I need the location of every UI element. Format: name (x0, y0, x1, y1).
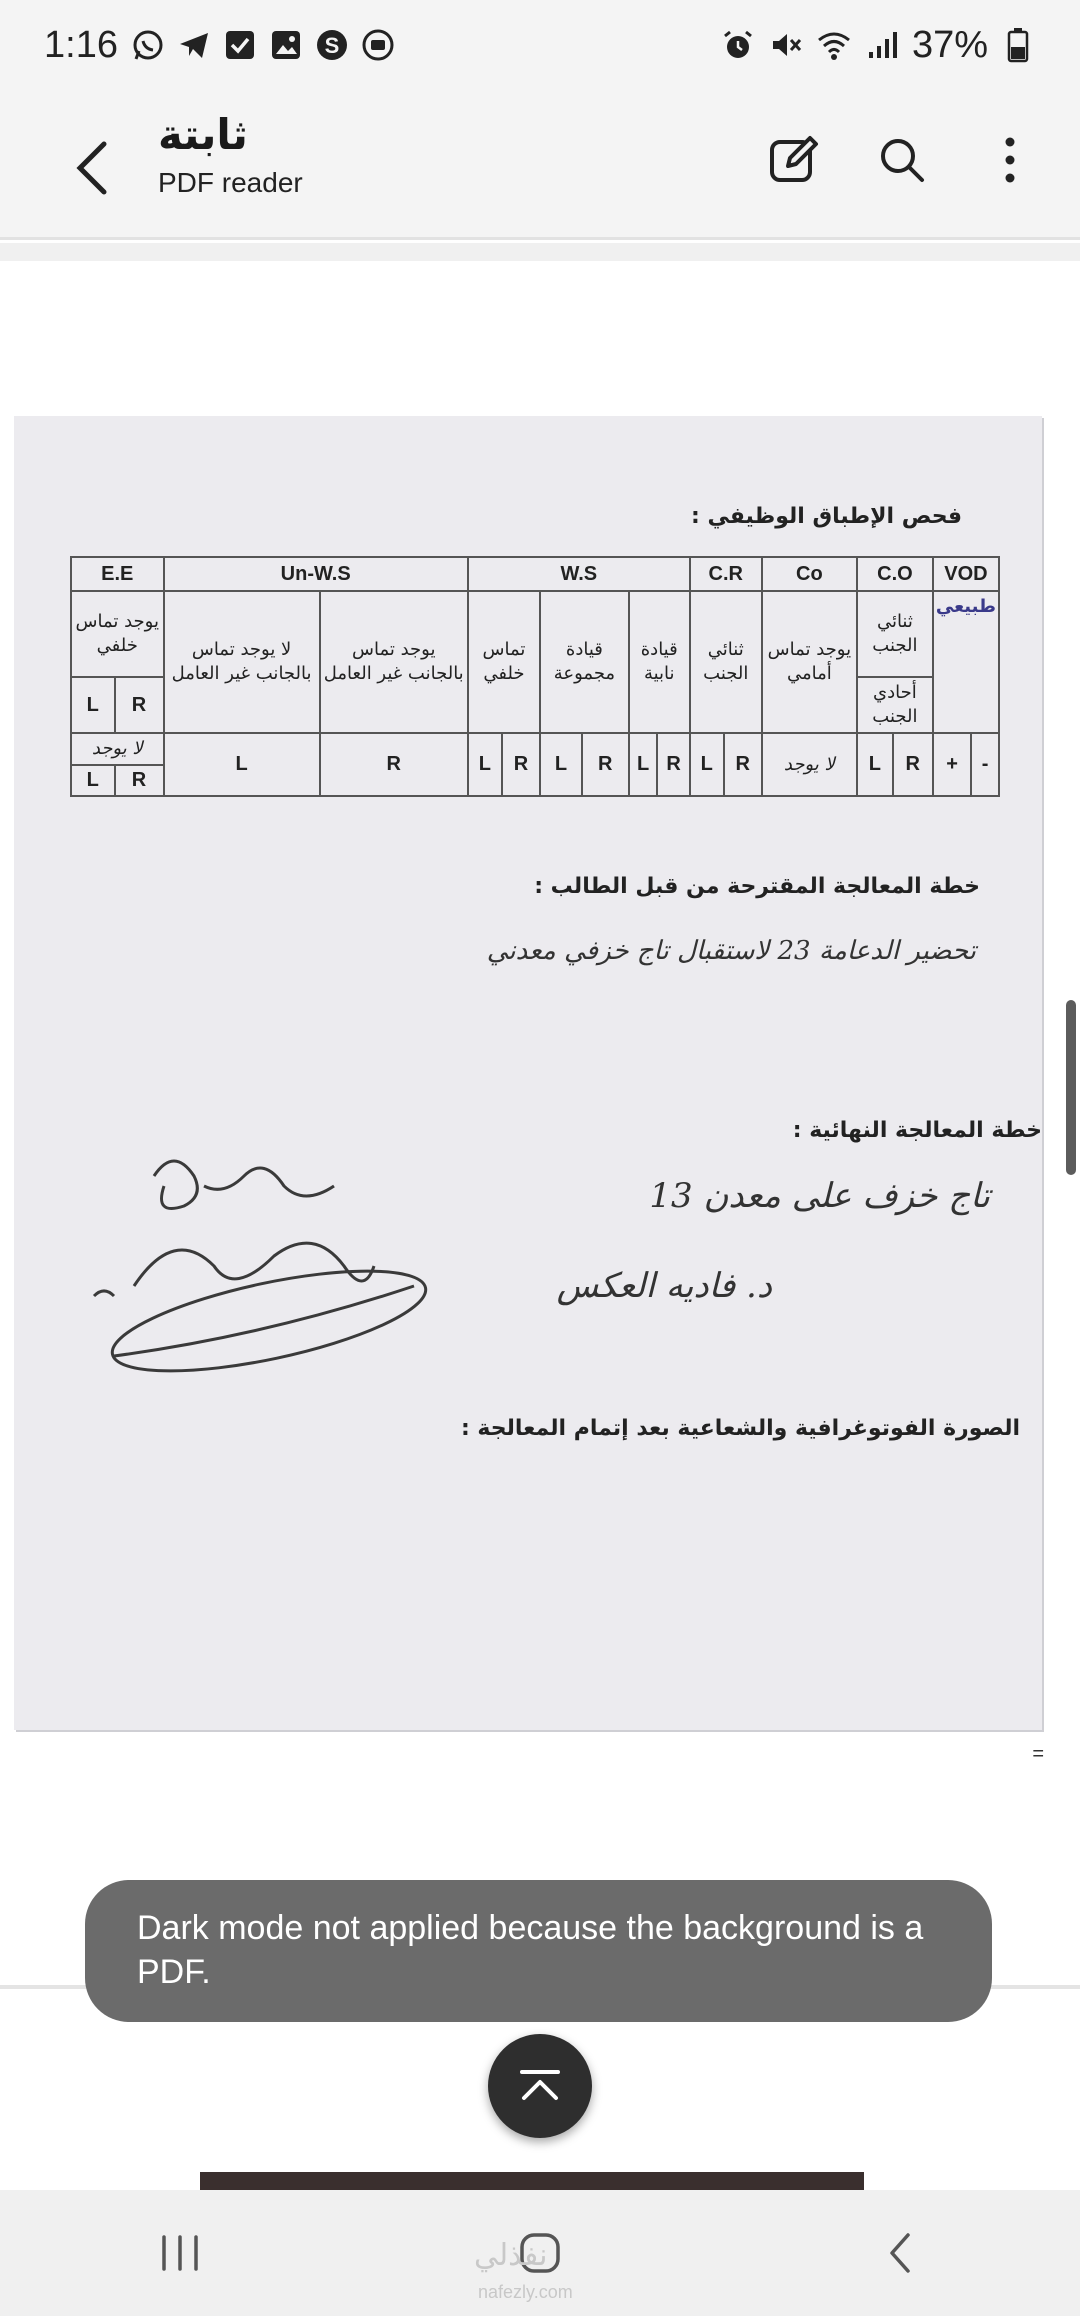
heading-final-plan: خطة المعالجة النهائية : (792, 1118, 1042, 1143)
cell-ee-l: L (71, 677, 115, 733)
system-status (720, 24, 1036, 67)
cell-back-contact: تماس خلفي (468, 591, 540, 733)
header-cr: C.R (690, 557, 762, 591)
cell-ee-r: R (115, 677, 164, 733)
heading-occlusion-exam: فحص الإطباق الوظيفي : (691, 504, 962, 529)
cell-ee-contact: يوجد تماس خلفي (71, 591, 164, 677)
final-plan-handwriting: تاج خزف على معدن 13 (649, 1176, 990, 1216)
previous-page-edge (0, 243, 1080, 261)
cell-unws-l: L (164, 733, 320, 796)
scrollbar-thumb[interactable] (1066, 1000, 1076, 1175)
more-vert-icon (1000, 134, 1020, 186)
cell-unws-r: R (320, 733, 468, 796)
cell-cr-r: R (724, 733, 762, 796)
header-ws: W.S (468, 557, 690, 591)
back-button[interactable] (62, 128, 122, 208)
cell-unilateral-co: أحادي الجنب (857, 677, 933, 733)
signature-mark (74, 1116, 494, 1376)
scroll-top-icon (518, 2068, 562, 2104)
status-bar (0, 0, 1080, 90)
battery-percent: 37% (911, 23, 988, 66)
mute-icon (768, 27, 804, 63)
header-co-2: C.O (857, 557, 933, 591)
scroll-to-top-button[interactable] (488, 2034, 592, 2138)
cell-cr-l: L (690, 733, 724, 796)
cell-vod-normal: طبيعي (933, 591, 999, 733)
next-page-edge (200, 2172, 864, 2190)
watermark-brand: نفذلي (474, 2238, 548, 2273)
cell-bilateral-co: ثنائي الجنب (857, 591, 933, 677)
final-plan-handwriting-2: د. فاديه العكس (556, 1266, 772, 1306)
cell-co-answer: لا يوجد (762, 733, 857, 796)
edit-button[interactable] (764, 130, 824, 190)
search-icon (876, 134, 928, 186)
document-title: ثابتة (158, 110, 248, 159)
toolbar-actions (764, 130, 1040, 190)
cell-ws1-l: L (468, 733, 502, 796)
cell-anterior-contact: يوجد تماس أمامي (762, 591, 857, 733)
header-unws: Un-W.S (164, 557, 468, 591)
notification-icons (130, 27, 396, 63)
status-time: 1:16 (44, 23, 118, 66)
system-back-button[interactable] (855, 2213, 945, 2293)
occlusion-table (70, 556, 1000, 797)
s-icon (314, 27, 350, 63)
heading-proposed-plan: خطة المعالجة المقترحة من قبل الطالب : (534, 874, 980, 899)
cell-ws1-r: R (502, 733, 540, 796)
proposed-plan-handwriting: تحضير الدعامة 23 لاستقبال تاج خزفي معدني (486, 936, 976, 966)
wifi-icon (816, 27, 852, 63)
cell-ee-answer: لا يوجد (71, 733, 164, 765)
title-block (158, 110, 303, 199)
record-icon (360, 27, 396, 63)
cell-ee2-l: L (71, 765, 115, 796)
pdf-page (14, 416, 1042, 1730)
app-bar (0, 90, 1080, 240)
cell-ee2-r: R (115, 765, 164, 796)
cell-co-l: L (857, 733, 893, 796)
cell-vod-plus: + (933, 733, 971, 796)
cell-ws2-l: L (540, 733, 582, 796)
header-vod: VOD (933, 557, 999, 591)
edit-icon (768, 134, 820, 186)
page-marker: = (1032, 1743, 1044, 1765)
recent-apps-button[interactable] (135, 2213, 225, 2293)
alarm-icon (720, 27, 756, 63)
toast-message: Dark mode not applied because the background is a PDF. (85, 1880, 992, 2022)
cell-canine-guidance: قيادة نابية (629, 591, 690, 733)
cell-contact-nonworking: يوجد تماس بالجانب غير العامل (320, 591, 468, 733)
cell-vod-minus: - (971, 733, 999, 796)
cell-co-r: R (893, 733, 933, 796)
cell-ws3-l: L (629, 733, 658, 796)
cell-ws3-r: R (657, 733, 689, 796)
back-icon (882, 2229, 918, 2277)
app-subtitle: PDF reader (158, 167, 303, 198)
gallery-icon (268, 27, 304, 63)
header-co: Co (762, 557, 857, 591)
chevron-left-icon (72, 138, 112, 198)
recents-icon (158, 2233, 202, 2273)
header-ee: E.E (71, 557, 164, 591)
search-button[interactable] (872, 130, 932, 190)
battery-icon (1000, 27, 1036, 63)
cell-bilateral-cr: ثنائي الجنب (690, 591, 762, 733)
cell-ws2-r: R (582, 733, 629, 796)
cell-group-guidance: قيادة مجموعة (540, 591, 629, 733)
watermark-url: nafezly.com (478, 2282, 573, 2302)
cell-no-contact-nonworking: لا يوجد تماس بالجانب غير العامل (164, 591, 320, 733)
heading-photo-radiograph: الصورة الفوتوغرافية والشعاعية بعد إتمام المعالجة : (460, 1416, 1020, 1441)
check-icon (222, 27, 258, 63)
svg-text:S: S (324, 33, 340, 58)
telegram-icon (176, 27, 212, 63)
more-options-button[interactable] (980, 130, 1040, 190)
signal-icon (864, 27, 900, 63)
whatsapp-icon (130, 27, 166, 63)
